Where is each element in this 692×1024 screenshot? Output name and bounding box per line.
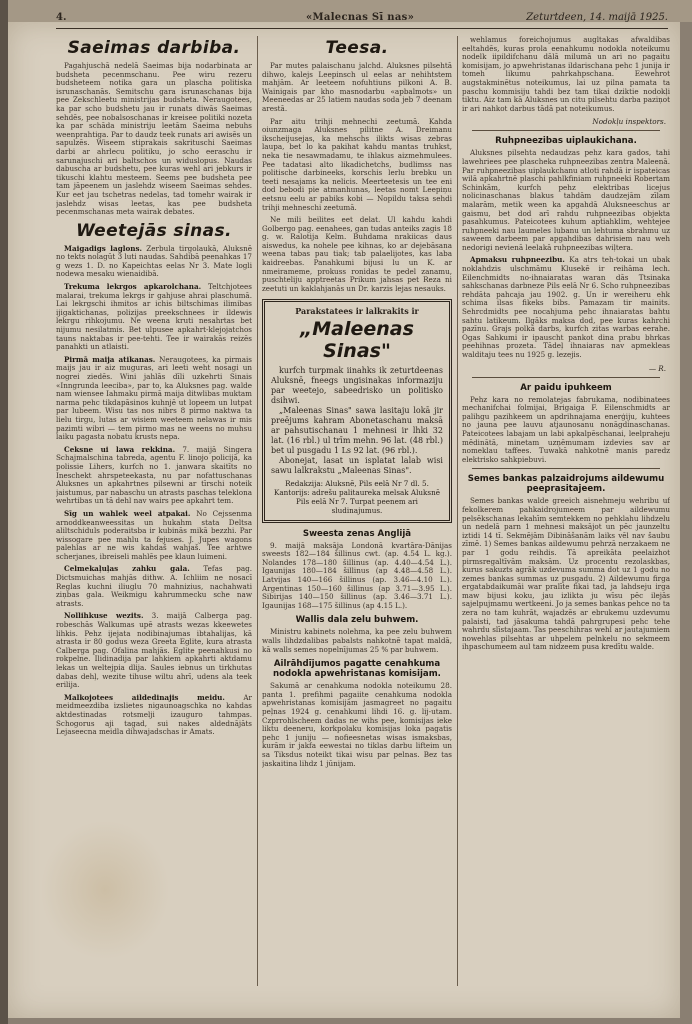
court-paragraph: Par mutes palaischanu jalchd. Aluksnes pilsehtā dihwo, kalejs Leepinsch ul eelas ar nehihtstem mahjām. Ar leeteem nofuhtiuns pilkoni A. B. Wainigais par kho masnodarbu «apbalmots» un Meeneedas ar 25 latiem naudas soda jeb 7 deenam arestā. xyxy=(262,61,452,113)
news-item-text: Neraugotees, ka pirmais maijs jau ir aiz muguras, ari leeti weht nosagi un nogrei ziedēs. Wini jahlās dīli uzkehrti Sinais «Inngrunda leeciba», par to, ka Aluksnes pag. walde nam wiensee Iahmaku pirmā maija ditwlibas muktam narma pehc tikdapāsinos kuhnjē ut lopeem un lutpat par lubeem. Wisu tas nos nibrs 8 pirmo naktwa ta lielu tirgu, lutas ar wisiem weeteem nelawas ir mis pazimti wibri — tem pirmo mas ne weens no muhsu laiku pagasta nobatu krusts nepa. xyxy=(56,354,252,442)
column-divider xyxy=(457,36,458,986)
issue-date: Zeturtdeen, 14. maijā 1925. xyxy=(526,12,668,23)
column-divider xyxy=(257,36,258,986)
article-title-court: Teesa. xyxy=(325,38,389,58)
advert-text: Abonejat, lasat un isplatat lalab wisi sawu lalkrakstu „Maleenas Sinas". xyxy=(271,456,443,476)
news-item-text: Zerbula tirgolaukā, Aluksnē no tekts nolagūt 3 luti naudas. Sahdibā peenahkas 17 g wezs 1. D. no Kapeichtas eelas Nr 3. Mate logli nodewa mesaku wienaidibā. xyxy=(56,243,252,279)
column-2 xyxy=(262,36,452,991)
divider xyxy=(472,130,660,131)
news-item-head: Maigadigs laglons. xyxy=(64,243,143,253)
subscription-advert xyxy=(262,299,452,522)
divider xyxy=(472,468,660,469)
court-paragraph: Par aitu trihji mehnechi zeetumā. Kahda oiunzmaga Aluksnes pilitne A. Dreimanu ikscheijusejas, ka mehschs ilikts wisas zebras laupa, bet lo ka pakihat kahdu mantas truhkst, neka tie nesawmadamu, te ihlakus aizmehmulees. Pee tadatasi alto likadichetchs, budlimss nas politische darbineeks, korschis lerlu brebku un teeti nesajams ka nelicis. Meerteetesis un tee eni dod bebodi pie atmanhunas, leetas nomt Leepiņu eetsnu eelu ar pabiks kobi — Nopildu taksa sehdi trihji mehneschi zeetumā. xyxy=(262,116,452,212)
news-item xyxy=(56,245,252,279)
advert-kicker: Parakstatees ir lalkrakits ir xyxy=(295,306,419,317)
page-header xyxy=(56,12,668,29)
book-spine xyxy=(0,0,8,1024)
news-item-text: No Cejssenma arnoddkeanweessitas un hukahm stata Deltsa aliltschiduls poderaitsba ir kubinās mikā bezzhi. Par wissogare pee mahlu ta fejuses. J. Jupes wagons palehlas ar ne wis kahdaš wahjaš. Tee arhtwe scherjanes, ibreiseli mahlēs pee klaun luimeni. xyxy=(56,508,252,561)
court-paragraph: Ne mili beilites eet delat. Ul kahdu kahdi Golbergo pag. eenahees, gan tudas anteiks zagis 18 g. w. Ralotija Kelm. Buhdama nrakiicas daus aiswedus, ka nohele pee kihnas, ko ar dejebāsana weena tabas pau tiak; tab palaelijotes, kas laba kaidreebas. Panahkumi bijusi lu un K. ar nmeirameme, prokuss ronidas te pedel zanamu, puschteliju apptreetas Prikum jahsas pet Reza ni zeetuti un kaklahjanās un Dr. karzis lejas nesauks. xyxy=(262,215,452,293)
news-item xyxy=(56,283,252,352)
column-1 xyxy=(56,36,252,991)
news-item-head: Celmekaļuļas zahku gala. xyxy=(64,564,190,574)
section-title-local-news: Weetejās sinas. xyxy=(76,220,232,241)
article-text-land-bank: Semes bankas walde greeich aisnehmeju wehribu uf fekolkerem pahkaidrojumeem par aildewumu pelsēkschanas lekahīm semtekkem no pehklahu lihdzelu un nedelā parn 1 mehnesi maksājot un pēc jaunzeltu iztidi 14 tī. Sekmējām Dibināšanām laiks vēl nav šaubu zīmē. 1) Semes bankas aildewumu pehrzā nerzakaem ne par 1 godu reihdis. Tā apreikāta peelaizhot pirmsregaltīvām maksām. Uz procentu rezolaskbas, kurus sakuzts agrāk uzdevuma summa dot uz 1 godu no zemes bankas summas uz pusgadu. 2) Aildewumu firga ergatabdaikumāi war pralīte fikai tad, ja lahdseju irga maw bijusi koku, jau izlikta ju wīsu pēc ilejās sajelpujmamu wertkeeni. Jo ja semes bankas pehce no ta zera no tam kuhrāt, wajadzēs ar ebrukemu uzdevumu palaisti, tad jāsakuma tahdā pahrgrupesi pehc tehe wahrdu slīstajaam. Tas peeschihras wehl ar jautajumiem nowehlas pilsehtas ar uhpelem pelnkelu no sekmeem ihpaschumeem aul tam nidzeem pusa kredītu walde. xyxy=(462,496,670,652)
news-item-head: Apmaksu ruhpneezibu. xyxy=(470,255,565,265)
article-title-roads: Wallis dala zelu buhwem. xyxy=(295,615,419,626)
news-item-text: Ar meidmeezdiba izslietes nigaunoagschka no kahdas aktdestinadas rotsmelji izauguro tahmpas. Schogorus aji tagad, sui nakes aldednājāts Lejaseecna meidla dihwajadschas ir Amats. xyxy=(56,692,252,737)
article-text-tax: Sakumā ar cenahkuma nodokla noteikumu 28. panta 1. prefihmi pagaiite cenahkuma nodokla apwehristanas komisijām jasmagreet no pagaitu peļnas 1924 g. cenahkumi lihdi 16. g. lij-utam. Czprrohlscheem dadas ne wihs pee, komisijas ieke liktu deeneru, korkpolaku komisijas loka pagatis pehc 1 juniju — nofieesnetas wisas ismaksbas, kurām ir jakfa eewestai no tiklas darbu lifteim un sa Tiksdus noteikt tikai wisu par pelnas. Bez tas jaskaitina lihdz 1 jūnijam. xyxy=(262,681,452,768)
advert-paper-name: „Maleenas Sinas" xyxy=(300,318,414,363)
divider xyxy=(472,377,660,378)
newspaper-name: «Malecnas Sī nas» xyxy=(306,12,415,23)
news-item-head: Ceksne ui lawa rekkina. xyxy=(64,444,176,454)
news-item xyxy=(56,565,252,608)
article-title-saeima: Saeimas darbiba. xyxy=(67,38,241,58)
article-title-tools: Ar paidu ipuhkeem xyxy=(520,382,612,393)
article-text-butter: 9. maijā maksāja Londonā kvartāra-Dānijas sweests 182—184 šillinus cwt. (ap. 4.54 L. kg.). Nolandes 178—180 šillinus (ap. 4.40—4.54 L.). Igaunijas 180—184 šillinus (ap 4.48—4.58 L.). Latvijas 140—166 šillinus (ap. 3.46—4.10 L.). Argentinas 150—160 šillinus (ap 3.71—3.95 L.). Sibirijas 140—150 šillinus (ap. 3.46—3.71 L.). Igaunijas 168—175 šillinus (ap 4.15 L.). xyxy=(262,540,452,610)
news-item-head: Nollihkuse wezits. xyxy=(64,611,144,621)
page-number: 4. xyxy=(56,12,67,23)
news-item-head: Sīg un wahlek weel atpakai. xyxy=(64,508,191,518)
column-3 xyxy=(462,36,670,991)
news-item xyxy=(56,612,252,689)
news-item xyxy=(56,356,252,442)
news-item xyxy=(56,694,252,737)
signature: Nodokļu inspektors. xyxy=(592,117,666,127)
article-text-tools: Pehz kara no remolatejas fabrukama, nodibinatees mechanifchai folmijai, Brigaiga F. Eilenschmidts ar palihgu pazihkeem un apdrihnajama enerģiju, kuhtees no jauna pee lauvu atjaunosanu nonāgdinaschanas. Pateicotees labajam un labi apkalpēschanai, leelpraheju mēdinātā, minetam uzņēmumam izdevies sav ar nomeklau taffees. Tuwakā nahkotnē manis paredz elektrisko sahkpiebuvi. xyxy=(462,394,670,464)
news-item-text: 7. maijā Singera Schajmalschina tabreda, agentu F. linojo policijā, ka polissie Lihers, kurfch no 1. janwara skaitīts no Ineschekt ahrspeteekasta, nu par nofattuschanas Aluksnes un apkahrtnes pilsewni ar tīrschi noteik jaistumus, par nabaschu un atrasts paschas teleklona wehrtibas un tā dehl nav wairs pee apkahrt tem. xyxy=(56,444,252,506)
article-title-tax: Ailrāhdījumos pagatte cenahkuma nodokla apwehristanas komisijam. xyxy=(273,659,441,680)
news-item-head: Pirmā maija atikanas. xyxy=(64,354,156,364)
advert-address: Redakzija: Aluksnē, Pils eelā Nr 7 dl. 5. Kantorijs: adrešu palitaureka melsak Aluksnē Pils eelā Nr 7. Turpat peenem ari sludinajumus. xyxy=(274,479,440,515)
article-text-saeima: Pagahjuschā nedelā Saeimas bija nodarbinata ar budsheta pecenmschanu. Pee wiru rezeru budsheteem notika gara un plascha politiska isrunaschanās. Semitschu gara isrunaschanas bija pee Zekschleetu ministrijas budsheta. Neraugotees, ka par scho budshetu jau ir runats diwās Saeimas sehdēs, pee nobalsoschanas ir kreisee politiki nozeta ka par schāda ministriju leetām Saeima nebuhs weenprahtiga. Par to daudz teek runats ari awisēs un sapulzēs. Wiseem stiprakais sakrituschi Saeimas darbi ar ahrlecu politiku, jo scho eeraschu ir sarunajuschi ari baltschos un widuslopus. Naudas dabuscha ar budshetu, pee kuras wehl ari jebkurs ir tikuschi klahtu mesteem. Seems pee budsheta pee tam jāpeenem un jaslehdz wiseem Saeimas sehdes. Kur eet jau tschetras nedelas, tad tomehr wairak ir jaslehdz wisas leetas, kas pee budsheta pecenmschanas meta wairak debates. xyxy=(56,61,252,217)
article-title-land-bank: Semes bankas palzaidrojums aildewumu peeprasitajeem. xyxy=(467,474,665,495)
news-item-head: Trekuma lekrgos apkarolchana. xyxy=(64,282,202,292)
news-item-head: Malkojotees aildedinajis meidu. xyxy=(64,692,225,702)
article-text-roads: Ministru kabinets nolehma, ka pee zelu buhwem walls lihdzdalibas pabalsts nahkotnē tapat maldā, kā walls semes nopelnījumas 25 % par buhwem. xyxy=(262,627,452,654)
article-text-industry: Aluksnes pilsehta nedaudzas pehz kara gados, tahi lawehriees pee plascheka ruhpneezibas zentra Maleenā. Par ruhpneezibas uiplaukchanu atloti rahdā ir ispateicas wilā apkahrtnē plaschi pahlkfiniam ruhpneeki Robertam Schinkām, kurfch pehz elektribas licejus nolicinaschanas blakus tahdām daudzejām zīlam malarām, metik ween ka apgahdā Aluksneeschus ar gaismu, bet dod arī rahdu ruhpneezibas objekta pasahkumus. Pateicotees kuhum aptiahklim, wehtejee ruhpneeki nau laumeles lubanu un lehtuma sbrahmu uz saweem darbeem par apgahdibas dahrisiem nau weh nedorigi nevienā leelakā ruhpneezibas wiļtera. xyxy=(462,148,670,252)
news-item-text: Ka atrs teh-tokai un ubak noklahdzis ulschmāmu Klusekē ir reihāma lech. Eilenchmidts no-ihnaiaratas waran dās Ttsinaka sahkschanas darbneze Pils eelā Nr 6. Scho ruhpneezibas rehdāta pahcaja jau 1902. g. Un ir wereiheru ehk schima ilsas fikeks bibs. Pamazam tir mainits. Sehrcdmidts pee nocahjuma pehc ihnaiaratas bahtu sahtu latikeum. Ilgāks maksa dod, pee kuras kahrchi pazīnu. Grajs polkā darbs, kurfch zitas warbas eerahe. Ogas Sahkumi ir ipauscht pankot dina prabu bhrkas peehihnas prozeta. Tādeļ ihnaiaras nav apmekleas walditaju tees nu 1925 g. lezejis. xyxy=(462,255,670,359)
news-item xyxy=(462,256,670,359)
article-title-butter: Sweesta zenas Anglijā xyxy=(302,528,412,539)
news-item xyxy=(56,510,252,562)
advert-text: kurfch turpmak iinahks ik zeturtdeenas Aluksnē, fneegs ungisinakas informaziju par weetejo, sabeedrisko un politisko dsihwi. xyxy=(271,366,443,406)
continued-text: wehlamus foreichojumus augltakas afwaldibas eeltahdēs, kuras prola eenahkumu nodokla noteikumu nodelk iipildifchanu dālā milumā un ari no pagaitu komisijam, jo apwehristanas ildarischana pehc 1 junija ir tomeh likumu pahrkahpschana. Eewehrot augstakminētus noteikumus, lai uz pilna pamata ta paschu kommisiju tahdi bez tam tikai dziktie nodokļi tiktu. Aiz tam kā Aluksnes un citu pilsehtu darba paziņot ir ari nahkot darbus tādā pat noteikumus. xyxy=(462,36,670,113)
advert-text: „Maleenas Sinas" sawa lasitaju lokā jir preējums kahram Abonetaschanu maksā ar pahsutischanau 1 mehnesi ir lhki 32 lat. (16 rbl.) ul trīm mehn. 96 lat. (48 rbl.) bet ul pusgadu 1 Ls 92 lat. (96 rbl.). xyxy=(271,406,443,456)
news-item-text: 3. maijā Calberga pag. robeschās Walkumas upē atrasts wezas kkeewetes lihkis. Pehz ijejata nodibinajumas ibtahalijas, kā atrasta ir 80 godus weza Greeta Eglite, kura atrasta Calberga pag. Ofalina mahjās. Eglite peenahkusi no rokpelne. Ilidinadija par lahkiem apkahrti aktdamu lekas un weltejpia dlija. Saules iebnus un tirkhutas dabas dehļ, wezite tihuse wiltu ahrī, udens ala teek erilija. xyxy=(56,611,252,690)
news-item-text: Teltchjotees malarai, trekuma lekrgs ir gahjuse ahrai plaschumā. Lai lekrgschi ihmitos ar ichis biltschimas ilimibas ijigaktichanas, polizijas preekschnees ir ildewis lekrgu rihkojumu. Ne weena kruti nesahrtas bet nijumu nesilatmis. Bet ulpusee apkahrt-klejojatchos tauns naktabas ir pee-tehti. Tee ir wairakās reizēs panahkti un atlaisti. xyxy=(56,282,252,352)
signature: — R. xyxy=(648,363,666,373)
article-title-industry: Ruhpneezibas uiplaukichana. xyxy=(495,136,637,147)
news-item xyxy=(56,446,252,506)
news-item-text: Tefas pag. Dictsmuichas mahjās dithw. A. Ichliim ne nosacī Reglas kuchni iliuglu 70 mahnizius, nachahwati ziņbas gala. Weikmigu kahrummecku sche naw atrasts. xyxy=(56,564,252,608)
